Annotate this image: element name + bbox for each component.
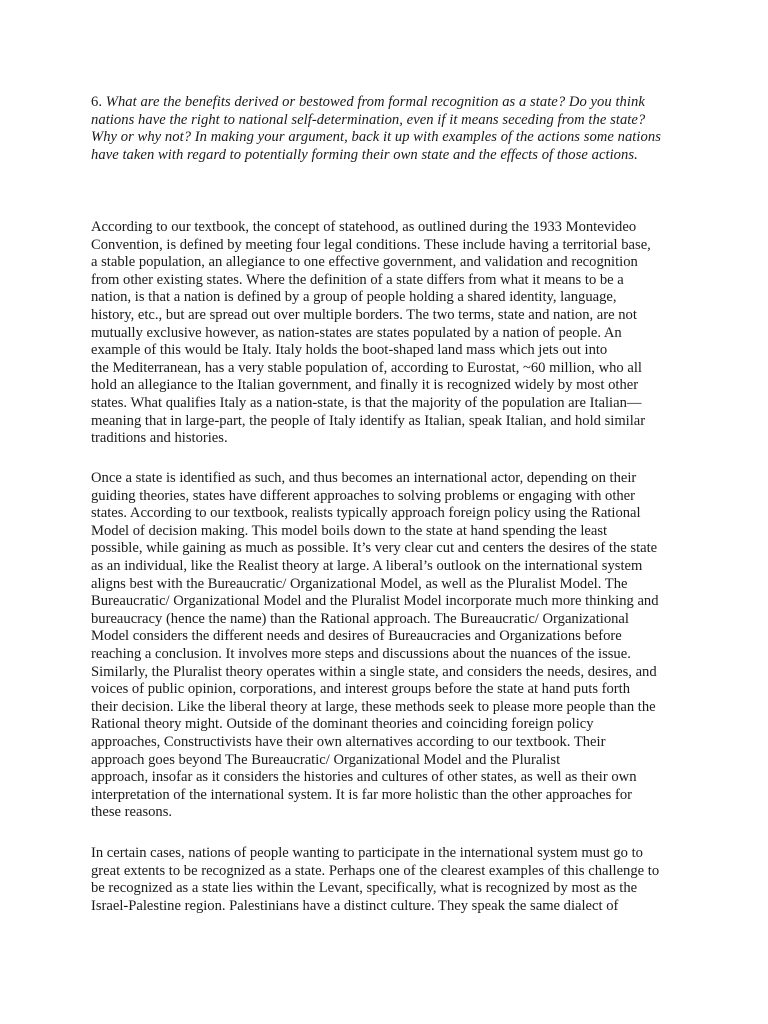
paragraph-line: Once a state is identified as such, and thus becomes an international actor, depending on their bbox=[91, 470, 637, 486]
paragraph-line: Model of decision making. This model boils down to the state at hand spending the least bbox=[91, 522, 608, 539]
paragraph-recognition bbox=[91, 845, 685, 915]
paragraph-line: from other existing states. Where the definition of a state differs from what it means to be a bbox=[91, 271, 624, 288]
paragraph-line: guiding theories, states have different approaches to solving problems or engaging with other bbox=[91, 487, 636, 504]
paragraph-line: reaching a conclusion. It involves more steps and discussions about the nuances of the issue. bbox=[91, 645, 631, 662]
paragraph-line: these reasons. bbox=[91, 804, 173, 821]
paragraph-line: interpretation of the international system. It is far more holistic than the other approaches for bbox=[91, 786, 633, 803]
question-line: What are the benefits derived or bestowed from formal recognition as a state? Do you think bbox=[102, 94, 645, 110]
question-line: nations have the right to national self-determination, even if it means seceding from the state? bbox=[91, 111, 646, 128]
paragraph-line: approaches, Constructivists have their own alternatives according to our textbook. Their bbox=[91, 733, 606, 750]
paragraph-line: their decision. Like the liberal theory at large, these methods seek to please more people than the bbox=[91, 698, 656, 715]
paragraph-line: In certain cases, nations of people wanting to participate in the international system must go to bbox=[91, 845, 643, 861]
paragraph-line: Bureaucratic/ Organizational Model and the Pluralist Model incorporate much more thinking and bbox=[91, 593, 659, 610]
question-number: 6. bbox=[91, 94, 103, 110]
paragraph-line: approach goes beyond The Bureaucratic/ Organizational Model and the Pluralist bbox=[91, 751, 561, 768]
paragraph-line: approach, insofar as it considers the histories and cultures of other states, as well as their own bbox=[91, 769, 637, 786]
paragraph-line: voices of public opinion, corporations, and interest groups before the state at hand puts forth bbox=[91, 681, 631, 698]
paragraph-line: example of this would be Italy. Italy holds the boot-shaped land mass which jets out into bbox=[91, 342, 608, 359]
paragraph-line: According to our textbook, the concept of statehood, as outlined during the 1933 Montevideo bbox=[91, 219, 637, 235]
paragraph-line: a stable population, an allegiance to one effective government, and validation and recognition bbox=[91, 254, 638, 271]
paragraph-line: bureaucracy (hence the name) than the Rational approach. The Bureaucratic/ Organizational bbox=[91, 610, 629, 627]
paragraph-line: as an individual, like the Realist theory at large. A liberal’s outlook on the international system bbox=[91, 557, 643, 574]
paragraph-line: traditions and histories. bbox=[91, 430, 228, 447]
paragraph-statehood bbox=[91, 219, 685, 448]
paragraph-line: Model considers the different needs and desires of Bureaucracies and Organizations before bbox=[91, 628, 622, 645]
paragraph-line: mutually exclusive however, as nation-states are states populated by a nation of people. An bbox=[91, 324, 622, 341]
paragraph-line: possible, while gaining as much as possible. It’s very clear cut and centers the desires of the state bbox=[91, 540, 658, 557]
paragraph-decision-models bbox=[91, 470, 685, 822]
paragraph-line: be recognized as a state lies within the Levant, specifically, what is recognized by most as the bbox=[91, 880, 638, 897]
paragraph-line: aligns best with the Bureaucratic/ Organizational Model, as well as the Pluralist Model. The bbox=[91, 575, 628, 592]
paragraph-line: Similarly, the Pluralist theory operates within a single state, and considers the needs, desires, and bbox=[91, 663, 657, 680]
paragraph-line: meaning that in large-part, the people of Italy identify as Italian, speak Italian, and hold similar bbox=[91, 412, 646, 429]
paragraph-line: hold an allegiance to the Italian government, and finally it is recognized widely by most other bbox=[91, 377, 639, 394]
paragraph-line: Israel-Palestine region. Palestinians have a distinct culture. They speak the same dialect of bbox=[91, 897, 619, 914]
paragraph-line: states. According to our textbook, realists typically approach foreign policy using the Rational bbox=[91, 505, 641, 522]
paragraph-line: history, etc., but are spread out over multiple borders. The two terms, state and nation, are not bbox=[91, 306, 637, 323]
paragraph-line: Convention, is defined by meeting four legal conditions. These include having a territorial base, bbox=[91, 236, 651, 253]
paragraph-line: states. What qualifies Italy as a nation-state, is that the majority of the population are Italian— bbox=[91, 394, 642, 411]
question-line: have taken with regard to potentially forming their own state and the effects of those actions. bbox=[91, 146, 638, 163]
paragraph-line: great extents to be recognized as a state. Perhaps one of the clearest examples of this challenge to bbox=[91, 862, 660, 879]
paragraph-line: nation, is that a nation is defined by a group of people holding a shared identity, language, bbox=[91, 289, 617, 306]
paragraph-line: Rational theory might. Outside of the dominant theories and coinciding foreign policy bbox=[91, 716, 594, 733]
essay-question bbox=[91, 94, 685, 164]
question-line: Why or why not? In making your argument, back it up with examples of the actions some nations bbox=[91, 129, 661, 146]
paragraph-line: the Mediterranean, has a very stable population of, according to Eurostat, ~60 million, who all bbox=[91, 359, 642, 376]
